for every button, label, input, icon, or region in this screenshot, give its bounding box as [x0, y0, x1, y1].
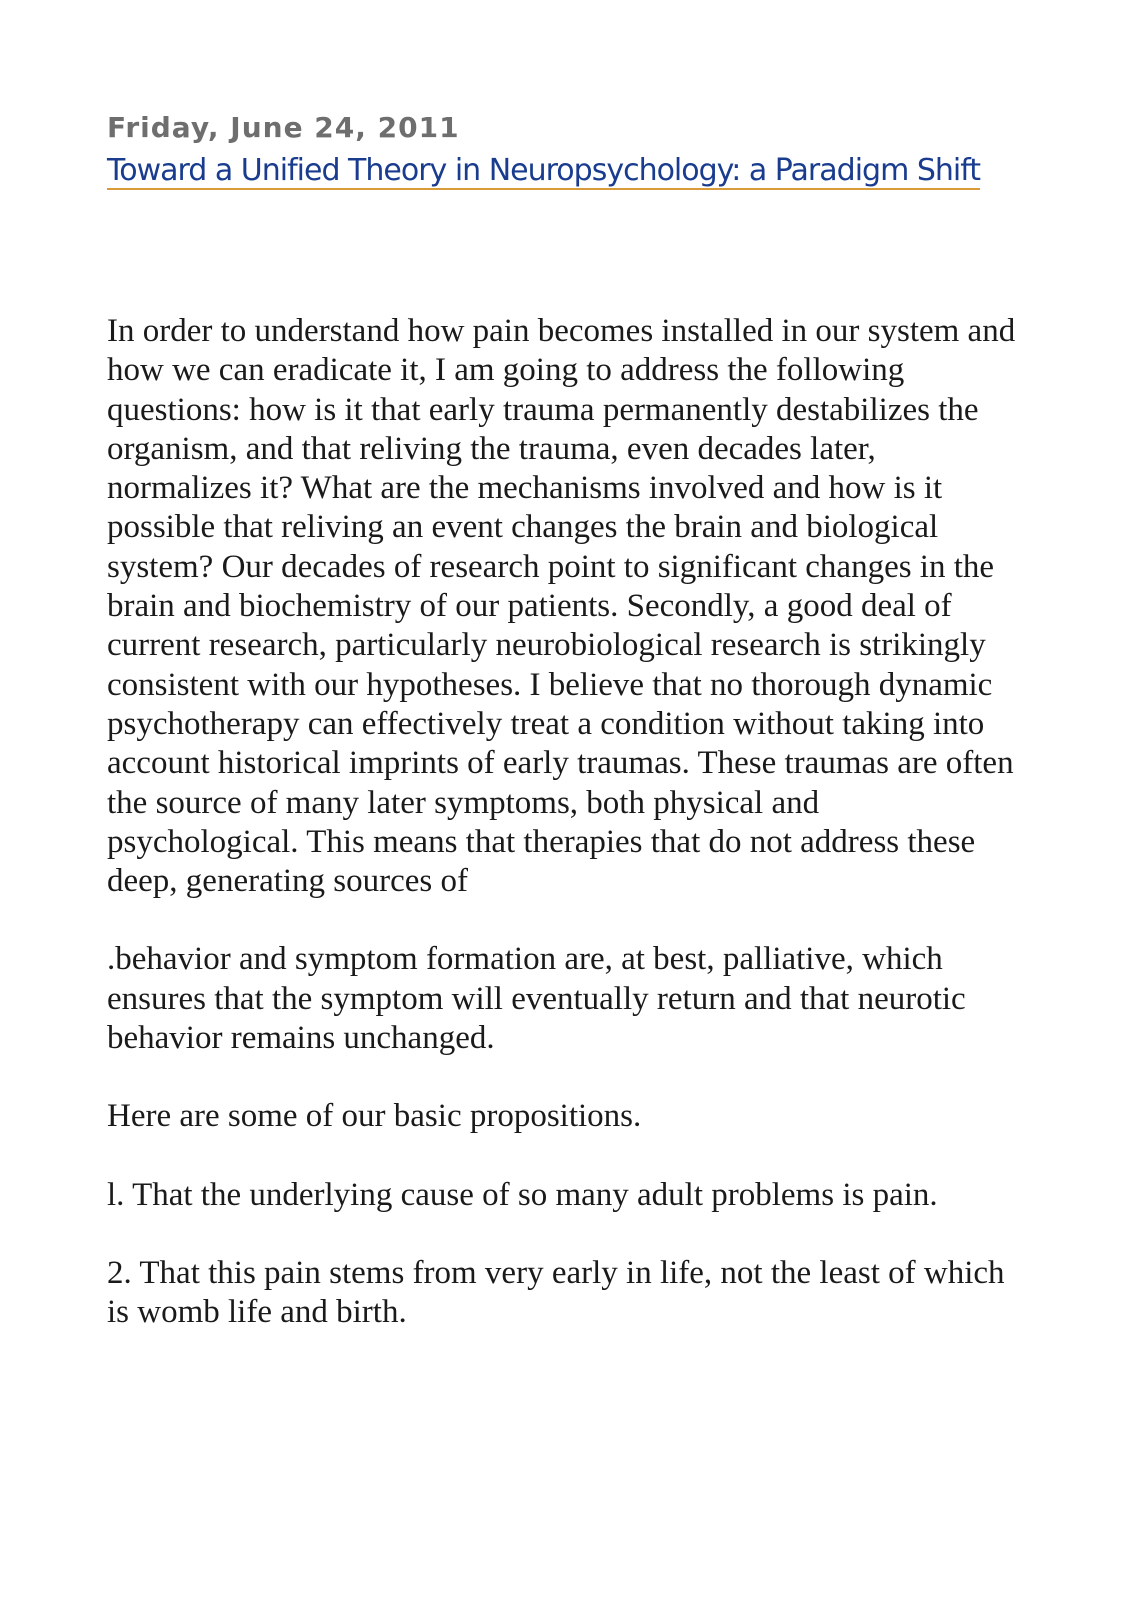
blog-post — [107, 110, 1017, 1372]
post-body — [107, 312, 1017, 1333]
post-paragraph-4: l. That the underlying cause of so many adult problems is pain. — [107, 1176, 938, 1213]
post-title — [107, 150, 1017, 192]
post-date: Friday, June 24, 2011 — [107, 111, 460, 144]
post-title-link[interactable]: Toward a Unified Theory in Neuropsychology: a Paradigm Shift — [107, 153, 981, 188]
post-paragraph-3: Here are some of our basic propositions. — [107, 1098, 642, 1135]
post-paragraph-1: In order to understand how pain becomes installed in our system and how we can eradicate it, I am going to address the following questions: how is it that early trauma permanently destabilizes the organism, and that reliving the trauma, even decades later, normalizes it? What are the mechanisms involved and how is it possible that reliving an event changes the brain and biological system? Our decades of research point to significant changes in the brain and biochemistry of our patients. Secondly, a good deal of current research, particularly neurobiological research is strikingly consistent with our hypotheses. I believe that no thorough dynamic psychotherapy can effectively treat a condition without taking into account historical imprints of early traumas. These traumas are often the source of many later symptoms, both physical and psychological. This means that therapies that do not address these deep, generating sources of — [107, 313, 1016, 900]
post-paragraph-5: 2. That this pain stems from very early in life, not the least of which is womb life and birth. — [107, 1254, 1005, 1331]
post-paragraph-2: .behavior and symptom formation are, at best, palliative, which ensures that the symptom will eventually return and that neurotic behavior remains unchanged. — [107, 941, 966, 1057]
